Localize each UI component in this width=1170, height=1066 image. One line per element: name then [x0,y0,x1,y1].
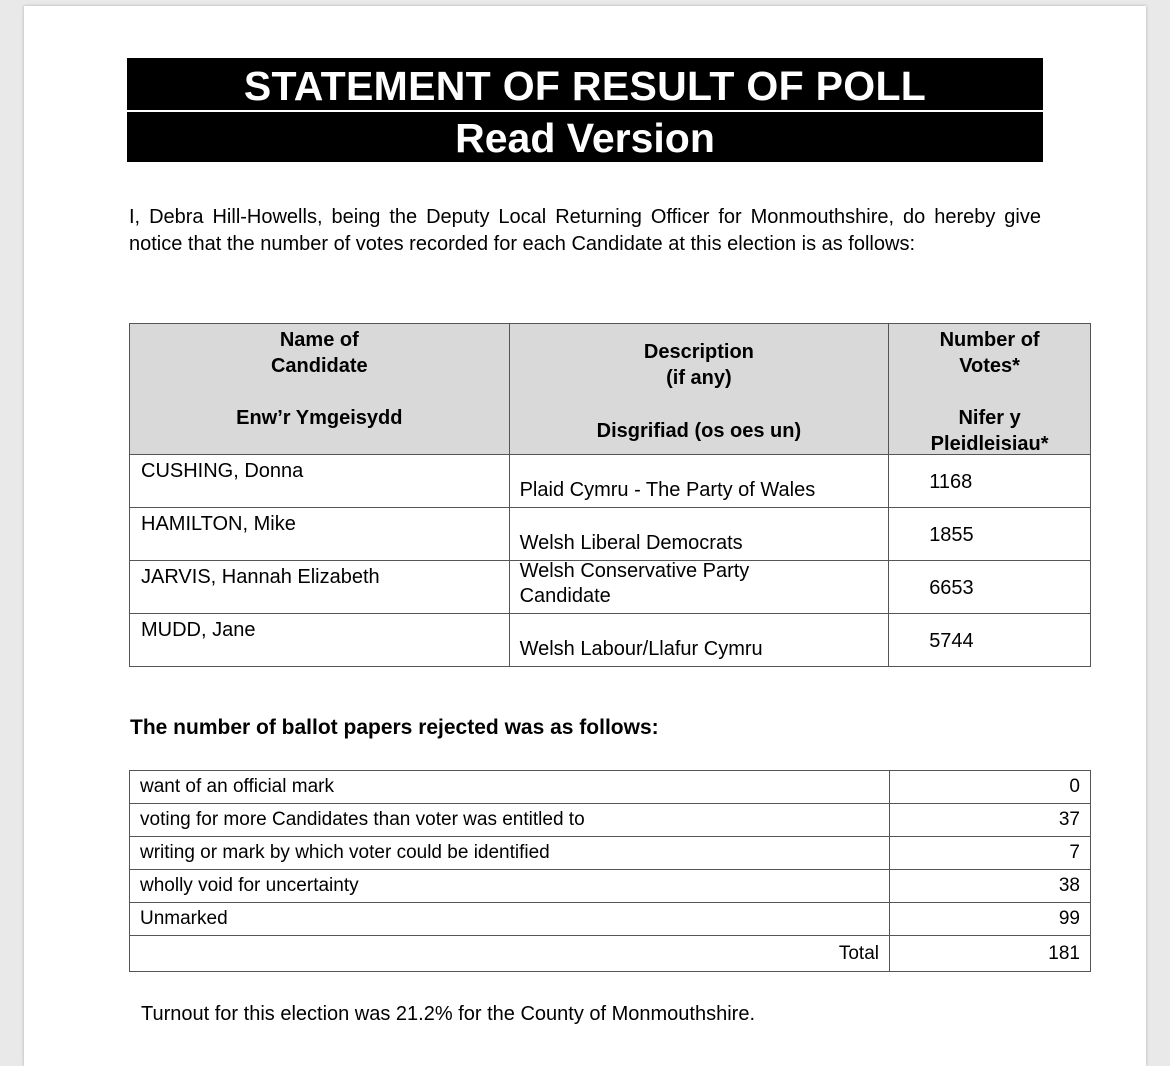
header-votes-en-1: Number of [939,329,1040,351]
candidate-votes: 1855 [929,524,974,546]
header-name-of-candidate [130,324,510,455]
candidate-votes: 1168 [929,471,973,493]
table-row [130,870,1091,903]
table-row [130,508,1091,561]
turnout-statement: Turnout for this election was 21.2% for the County of Monmouthshire. [141,1003,756,1025]
candidate-name: MUDD, Jane [141,619,256,641]
table-row [130,561,1091,614]
header-votes-en-2: Votes* [959,355,1020,377]
header-desc-cy: Disgrifiad (os oes un) [596,420,802,442]
rejected-count: 37 [890,804,1091,837]
results-table [129,323,1091,667]
candidate-description [520,478,816,503]
description-line-1: Welsh Labour/Llafur Cymru [519,638,763,660]
description-line-2: Candidate [519,585,611,607]
candidate-votes: 6653 [929,577,974,599]
description-line-1: Welsh Liberal Democrats [519,532,743,554]
description-line-1: Welsh Conservative Party [519,560,750,582]
header-name-cy: Enw’r Ymgeisydd [236,407,403,429]
header-desc-en-2: (if any) [666,367,732,389]
header-description [509,324,889,455]
description-line-1: Plaid Cymru - The Party of Wales [519,479,816,501]
rejected-reason: Unmarked [130,903,890,936]
header-desc-en-1: Description [643,341,754,363]
candidate-description [520,531,743,556]
intro-paragraph: I, Debra Hill-Howells, being the Deputy Local Returning Officer for Monmouthshire, do hereby give notice that the number of votes recorded for each Candidate at this election is as follows: [129,206,1041,255]
title-banner [127,58,1043,162]
rejected-heading: The number of ballot papers rejected was as follows: [130,716,659,739]
header-votes-cy-1: Nifer y [958,407,1021,429]
header-number-of-votes [889,324,1091,455]
table-row [130,455,1091,508]
candidate-name: HAMILTON, Mike [141,513,296,535]
table-row [130,837,1091,870]
total-count: 181 [890,936,1091,972]
header-name-en-2: Candidate [270,355,368,377]
table-row [130,614,1091,667]
title-divider [127,110,1043,112]
rejected-reason: writing or mark by which voter could be identified [130,837,890,870]
rejected-table [129,770,1091,972]
header-votes-cy-2: Pleidleisiau* [930,433,1049,455]
total-row [130,936,1091,972]
candidate-votes: 5744 [929,630,974,652]
header-name-en-1: Name of [279,329,359,351]
rejected-count: 38 [890,870,1091,903]
total-label: Total [130,936,890,972]
table-row [130,771,1091,804]
candidate-name: JARVIS, Hannah Elizabeth [141,566,380,588]
candidate-name: CUSHING, Donna [141,460,304,482]
document-subtitle: Read Version [455,115,715,161]
rejected-count: 99 [890,903,1091,936]
table-row [130,903,1091,936]
document-title: STATEMENT OF RESULT OF POLL [243,63,927,109]
rejected-reason: voting for more Candidates than voter was entitled to [130,804,890,837]
results-header-row [130,324,1091,455]
rejected-count: 0 [890,771,1091,804]
table-row [130,804,1091,837]
rejected-count: 7 [890,837,1091,870]
rejected-reason: want of an official mark [130,771,890,804]
rejected-reason: wholly void for uncertainty [130,870,890,903]
candidate-description [520,637,763,662]
candidate-description [520,559,750,609]
